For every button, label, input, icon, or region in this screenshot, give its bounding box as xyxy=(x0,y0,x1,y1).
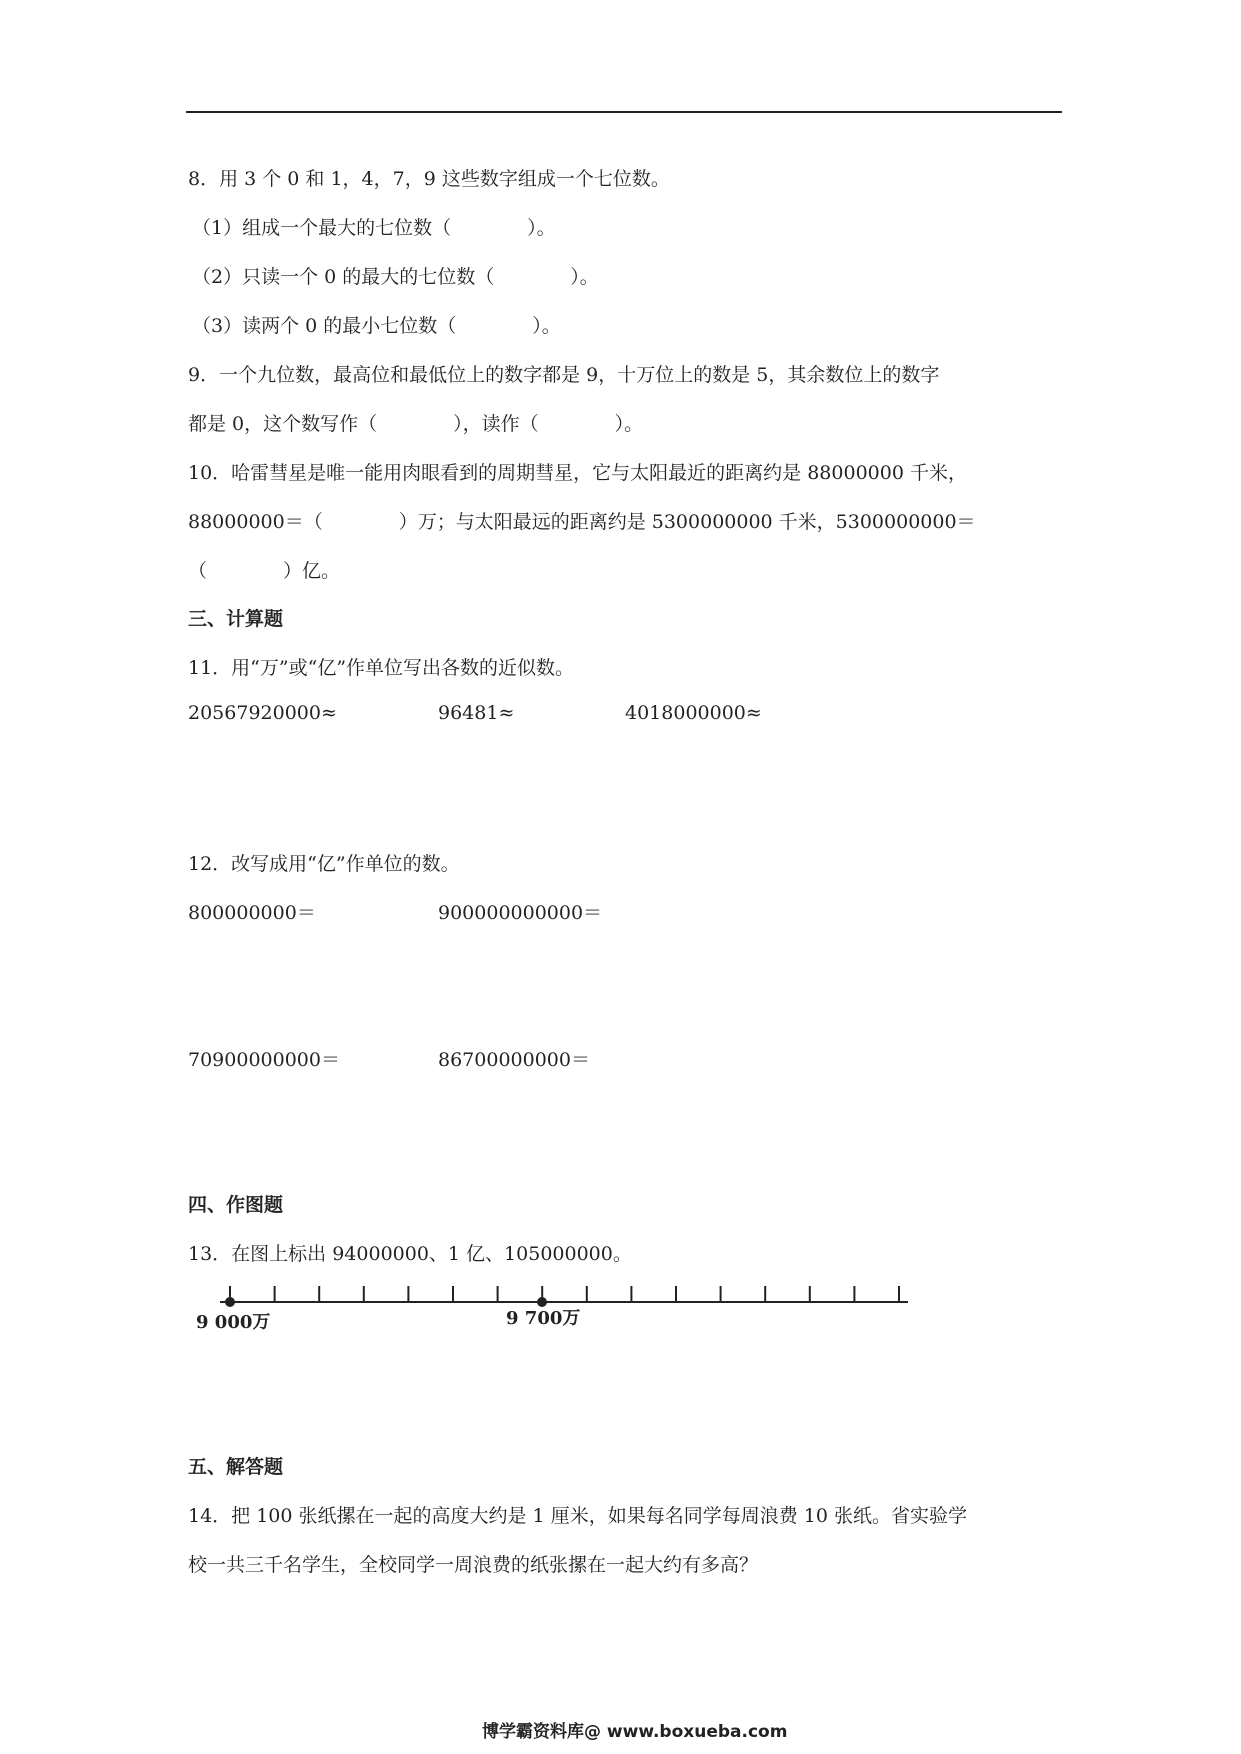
q13-stem: 13．在图上标出 94000000、1 亿、105000000。 xyxy=(188,1243,632,1265)
q9-line1: 9．一个九位数，最高位和最低位上的数字都是 9，十万位上的数是 5，其余数位上的数字 xyxy=(188,364,940,386)
footer-watermark: 博学霸资料库@ www.boxueba.com xyxy=(482,1722,788,1742)
q11-item-3: 4018000000≈ xyxy=(625,702,762,724)
q8-part2: （2）只读一个 0 的最大的七位数（ ）。 xyxy=(192,266,599,288)
q8-stem: 8．用 3 个 0 和 1，4，7，9 这些数字组成一个七位数。 xyxy=(188,168,670,190)
q9-line2: 都是 0，这个数写作（ ），读作（ ）。 xyxy=(188,413,644,435)
q8-part1: （1）组成一个最大的七位数（ ）。 xyxy=(192,217,556,239)
q10-line3: （ ）亿。 xyxy=(188,560,341,582)
number-line-ticks xyxy=(230,1286,899,1302)
q12-item-2: 900000000000＝ xyxy=(438,902,603,924)
q10-line2: 88000000＝（ ）万；与太阳最远的距离约是 5300000000 千米，5300000000＝ xyxy=(188,511,976,533)
section5-title: 五、解答题 xyxy=(188,1456,284,1478)
header-rule xyxy=(186,111,1062,113)
section3-title: 三、计算题 xyxy=(188,608,284,630)
q10-line1: 10．哈雷彗星是唯一能用肉眼看到的周期彗星，它与太阳最近的距离约是 88000000 千米， xyxy=(188,462,967,484)
q8-part3: （3）读两个 0 的最小七位数（ ）。 xyxy=(192,315,561,337)
label-9000-wan: 9 000万 xyxy=(196,1312,271,1333)
q11-item-2: 96481≈ xyxy=(438,702,515,724)
label-9700-wan: 9 700万 xyxy=(506,1308,581,1329)
point-9000-wan xyxy=(225,1297,235,1307)
section4-title: 四、作图题 xyxy=(188,1194,284,1216)
q12-item-1: 800000000＝ xyxy=(188,902,316,924)
q14-line2: 校一共三千名学生，全校同学一周浪费的纸张摞在一起大约有多高？ xyxy=(188,1554,759,1576)
q14-line1: 14．把 100 张纸摞在一起的高度大约是 1 厘米，如果每名同学每周浪费 10 张纸。省实验学 xyxy=(188,1505,967,1527)
q12-item-4: 86700000000＝ xyxy=(438,1049,590,1071)
q12-item-3: 70900000000＝ xyxy=(188,1049,340,1071)
q11-item-1: 20567920000≈ xyxy=(188,702,337,724)
q11-stem: 11．用“万”或“亿”作单位写出各数的近似数。 xyxy=(188,657,575,679)
q12-stem: 12．改写成用“亿”作单位的数。 xyxy=(188,853,460,875)
